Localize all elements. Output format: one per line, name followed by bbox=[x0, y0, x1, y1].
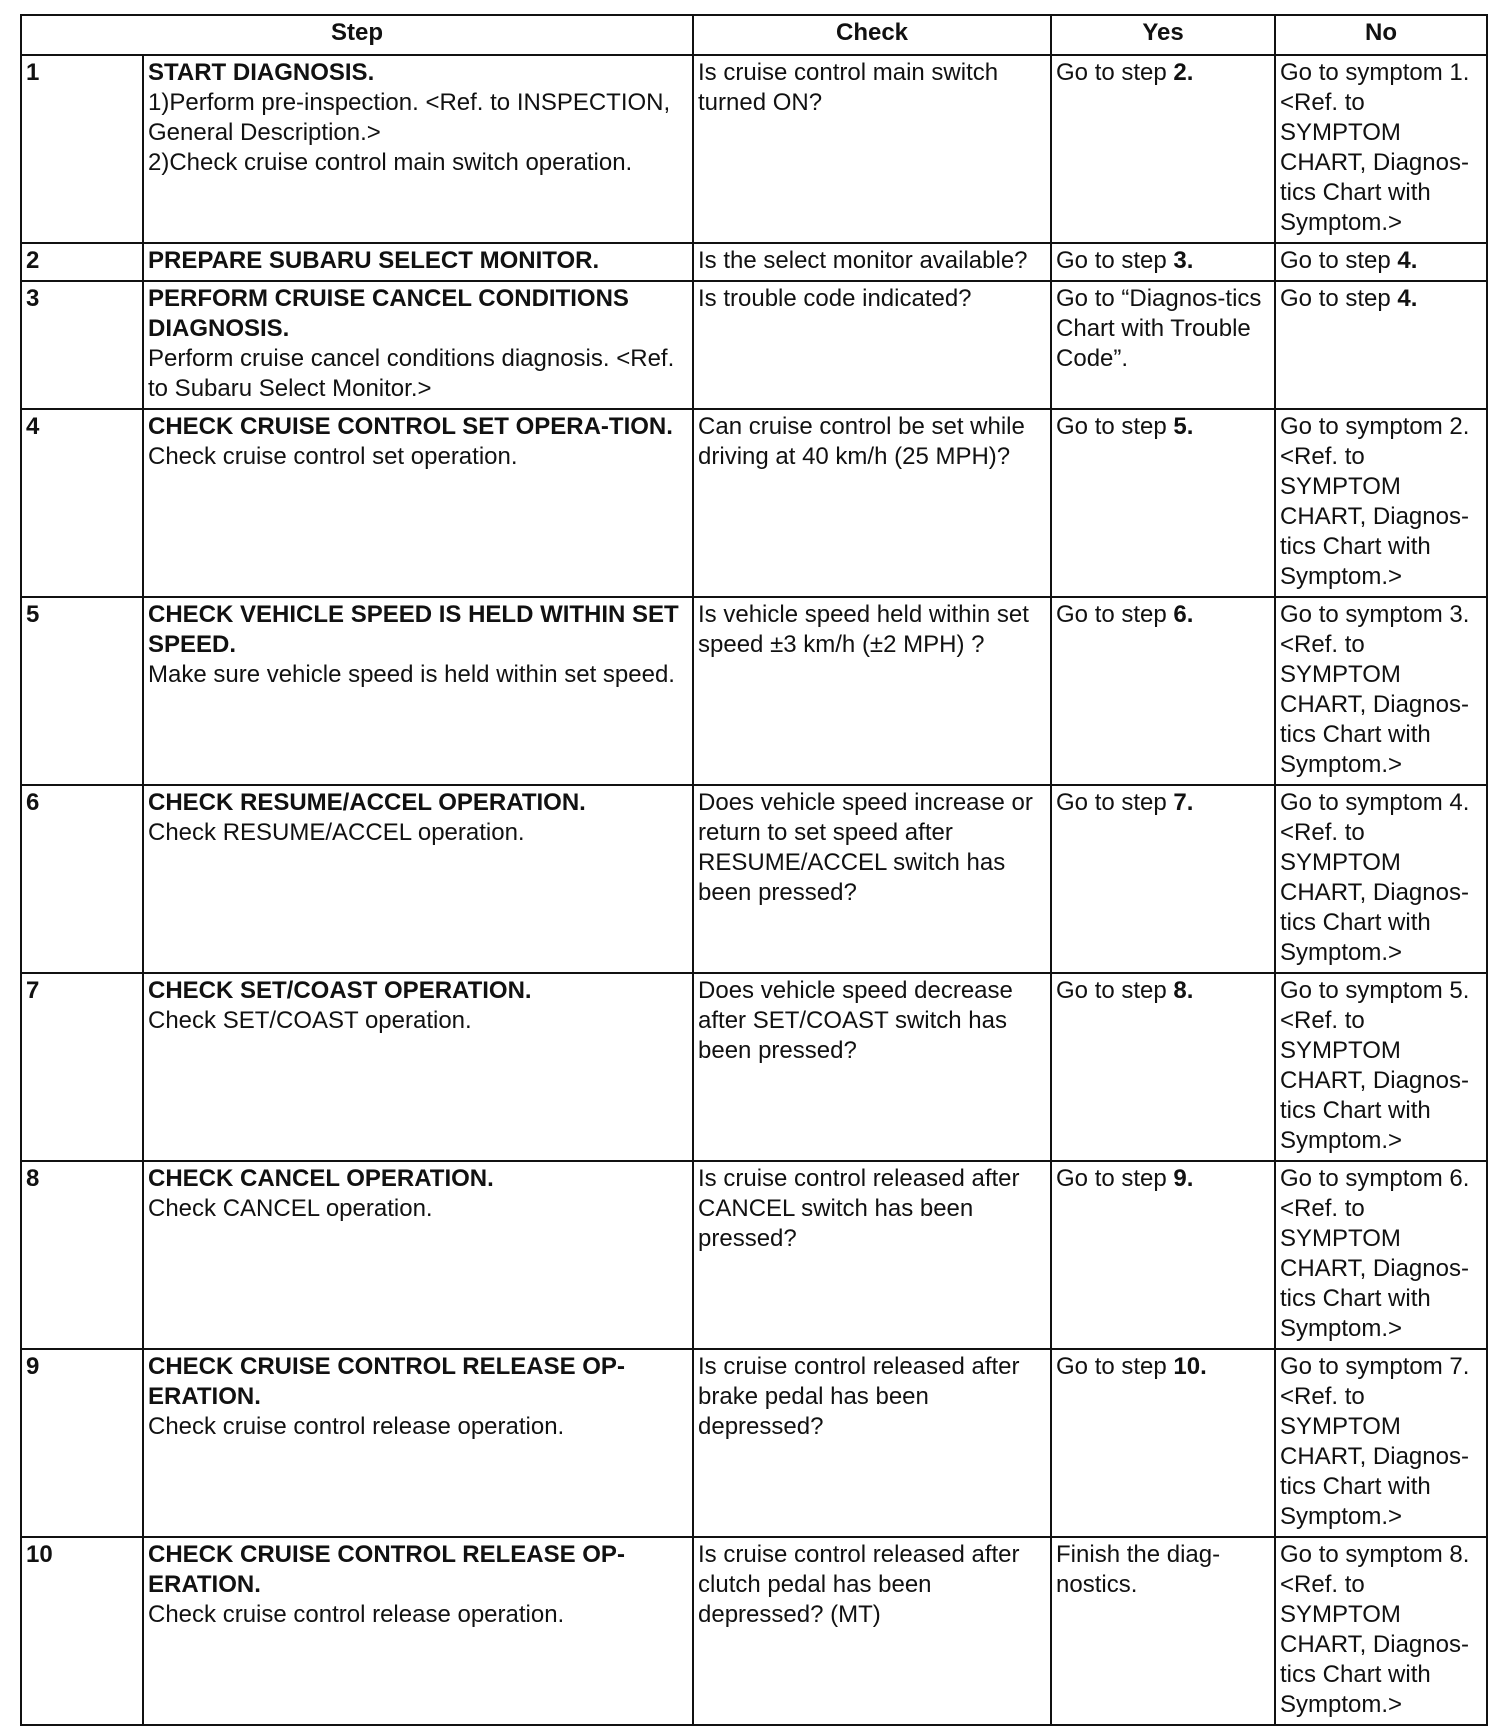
step-description: Check cruise control release operation. bbox=[148, 1413, 565, 1440]
step-description: Check SET/COAST operation. bbox=[148, 1007, 472, 1034]
yes-step-ref: 7. bbox=[1173, 789, 1194, 816]
check-cell: Is cruise control main switch turned ON? bbox=[693, 55, 1051, 243]
step-title: START DIAGNOSIS. bbox=[148, 59, 375, 86]
no-text: Go to symptom 4. <Ref. to SYMPTOM CHART, Diagnos-tics Chart with Symptom.> bbox=[1280, 789, 1470, 966]
table-row bbox=[21, 597, 1487, 785]
yes-cell bbox=[1051, 409, 1275, 597]
step-title: CHECK CRUISE CONTROL RELEASE OP-ERATION. bbox=[148, 1541, 625, 1598]
step-description: Check CANCEL operation. bbox=[148, 1195, 433, 1222]
step-cell bbox=[143, 1161, 693, 1349]
check-cell: Is vehicle speed held within set speed ±3 km/h (±2 MPH) ? bbox=[693, 597, 1051, 785]
check-cell: Is the select monitor available? bbox=[693, 243, 1051, 281]
yes-text: Go to step bbox=[1056, 1165, 1174, 1192]
header-step: Step bbox=[21, 15, 693, 55]
step-number: 6 bbox=[21, 785, 143, 973]
no-step-ref: 4. bbox=[1397, 247, 1418, 274]
no-text: Go to symptom 8. <Ref. to SYMPTOM CHART, Diagnos-tics Chart with Symptom.> bbox=[1280, 1541, 1470, 1718]
check-cell: Is trouble code indicated? bbox=[693, 281, 1051, 409]
step-number: 10 bbox=[21, 1537, 143, 1725]
no-step-ref: 4. bbox=[1397, 285, 1418, 312]
yes-cell bbox=[1051, 55, 1275, 243]
yes-text: Go to step bbox=[1056, 247, 1174, 274]
table-row bbox=[21, 55, 1487, 243]
yes-cell bbox=[1051, 1349, 1275, 1537]
yes-step-ref: 3. bbox=[1173, 247, 1194, 274]
header-yes: Yes bbox=[1051, 15, 1275, 55]
no-text: Go to symptom 7. <Ref. to SYMPTOM CHART, Diagnos-tics Chart with Symptom.> bbox=[1280, 1353, 1470, 1530]
step-cell bbox=[143, 55, 693, 243]
yes-cell bbox=[1051, 1161, 1275, 1349]
no-text: Go to step bbox=[1280, 247, 1398, 274]
step-cell bbox=[143, 243, 693, 281]
check-cell: Is cruise control released after CANCEL switch has been pressed? bbox=[693, 1161, 1051, 1349]
table-row bbox=[21, 409, 1487, 597]
step-title: CHECK CANCEL OPERATION. bbox=[148, 1165, 494, 1192]
check-cell: Is cruise control released after clutch pedal has been depressed? (MT) bbox=[693, 1537, 1051, 1725]
yes-cell bbox=[1051, 973, 1275, 1161]
no-cell bbox=[1275, 1349, 1487, 1537]
yes-step-ref: 10. bbox=[1173, 1353, 1207, 1380]
step-cell bbox=[143, 973, 693, 1161]
yes-step-ref: 2. bbox=[1173, 59, 1194, 86]
step-cell bbox=[143, 1349, 693, 1537]
step-description: 1)Perform pre-inspection. <Ref. to INSPECTION, General Description.> bbox=[148, 89, 671, 146]
yes-step-ref: 6. bbox=[1173, 601, 1194, 628]
table-row bbox=[21, 1349, 1487, 1537]
no-cell bbox=[1275, 409, 1487, 597]
table-row bbox=[21, 1537, 1487, 1725]
yes-text: Go to step bbox=[1056, 601, 1174, 628]
step-title: PREPARE SUBARU SELECT MONITOR. bbox=[148, 247, 600, 274]
step-description: Check RESUME/ACCEL operation. bbox=[148, 819, 525, 846]
no-cell bbox=[1275, 1537, 1487, 1725]
step-number: 9 bbox=[21, 1349, 143, 1537]
check-cell: Can cruise control be set while driving at 40 km/h (25 MPH)? bbox=[693, 409, 1051, 597]
step-number: 2 bbox=[21, 243, 143, 281]
step-title: CHECK CRUISE CONTROL SET OPERA-TION. bbox=[148, 413, 673, 440]
yes-cell bbox=[1051, 785, 1275, 973]
table-row bbox=[21, 1161, 1487, 1349]
step-number: 5 bbox=[21, 597, 143, 785]
no-cell bbox=[1275, 785, 1487, 973]
check-cell: Does vehicle speed increase or return to set speed after RESUME/ACCEL switch has been pressed? bbox=[693, 785, 1051, 973]
table-row bbox=[21, 243, 1487, 281]
yes-cell bbox=[1051, 281, 1275, 409]
no-text: Go to symptom 5. <Ref. to SYMPTOM CHART, Diagnos-tics Chart with Symptom.> bbox=[1280, 977, 1470, 1154]
step-number: 3 bbox=[21, 281, 143, 409]
step-title: CHECK RESUME/ACCEL OPERATION. bbox=[148, 789, 586, 816]
yes-cell bbox=[1051, 1537, 1275, 1725]
step-cell bbox=[143, 281, 693, 409]
yes-step-ref: 9. bbox=[1173, 1165, 1194, 1192]
yes-text: Go to step bbox=[1056, 1353, 1174, 1380]
diagnostics-table bbox=[20, 14, 1488, 1726]
step-number: 1 bbox=[21, 55, 143, 243]
step-title: CHECK SET/COAST OPERATION. bbox=[148, 977, 532, 1004]
step-description: Check cruise control set operation. bbox=[148, 443, 518, 470]
check-cell: Is cruise control released after brake pedal has been depressed? bbox=[693, 1349, 1051, 1537]
yes-cell bbox=[1051, 597, 1275, 785]
step-description: Make sure vehicle speed is held within set speed. bbox=[148, 661, 675, 688]
yes-text: Finish the diag-nostics. bbox=[1056, 1541, 1221, 1598]
table-row bbox=[21, 973, 1487, 1161]
no-cell bbox=[1275, 55, 1487, 243]
step-cell bbox=[143, 409, 693, 597]
step-description: Check cruise control release operation. bbox=[148, 1601, 565, 1628]
step-title: CHECK CRUISE CONTROL RELEASE OP-ERATION. bbox=[148, 1353, 625, 1410]
no-cell bbox=[1275, 281, 1487, 409]
step-description: 2)Check cruise control main switch operation. bbox=[148, 149, 633, 176]
step-number: 4 bbox=[21, 409, 143, 597]
no-cell bbox=[1275, 243, 1487, 281]
table-body bbox=[21, 55, 1487, 1725]
check-cell: Does vehicle speed decrease after SET/COAST switch has been pressed? bbox=[693, 973, 1051, 1161]
yes-text: Go to step bbox=[1056, 977, 1174, 1004]
table-header-row bbox=[21, 15, 1487, 55]
table-row bbox=[21, 281, 1487, 409]
header-check: Check bbox=[693, 15, 1051, 55]
step-cell bbox=[143, 1537, 693, 1725]
step-cell bbox=[143, 785, 693, 973]
step-number: 7 bbox=[21, 973, 143, 1161]
step-number: 8 bbox=[21, 1161, 143, 1349]
no-text: Go to symptom 2. <Ref. to SYMPTOM CHART, Diagnos-tics Chart with Symptom.> bbox=[1280, 413, 1470, 590]
yes-cell bbox=[1051, 243, 1275, 281]
no-cell bbox=[1275, 597, 1487, 785]
no-text: Go to symptom 1. <Ref. to SYMPTOM CHART, Diagnos-tics Chart with Symptom.> bbox=[1280, 59, 1470, 236]
no-cell bbox=[1275, 1161, 1487, 1349]
table-row bbox=[21, 785, 1487, 973]
yes-step-ref: 8. bbox=[1173, 977, 1194, 1004]
no-cell bbox=[1275, 973, 1487, 1161]
no-text: Go to symptom 3. <Ref. to SYMPTOM CHART, Diagnos-tics Chart with Symptom.> bbox=[1280, 601, 1470, 778]
yes-step-ref: 5. bbox=[1173, 413, 1194, 440]
yes-text: Go to “Diagnos-tics Chart with Trouble Code”. bbox=[1056, 285, 1262, 372]
no-text: Go to symptom 6. <Ref. to SYMPTOM CHART, Diagnos-tics Chart with Symptom.> bbox=[1280, 1165, 1470, 1342]
header-no: No bbox=[1275, 15, 1487, 55]
step-description: Perform cruise cancel conditions diagnosis. <Ref. to Subaru Select Monitor.> bbox=[148, 345, 675, 402]
yes-text: Go to step bbox=[1056, 413, 1174, 440]
step-title: CHECK VEHICLE SPEED IS HELD WITHIN SET SPEED. bbox=[148, 601, 679, 658]
yes-text: Go to step bbox=[1056, 59, 1174, 86]
step-title: PERFORM CRUISE CANCEL CONDITIONS DIAGNOSIS. bbox=[148, 285, 629, 342]
no-text: Go to step bbox=[1280, 285, 1398, 312]
yes-text: Go to step bbox=[1056, 789, 1174, 816]
step-cell bbox=[143, 597, 693, 785]
